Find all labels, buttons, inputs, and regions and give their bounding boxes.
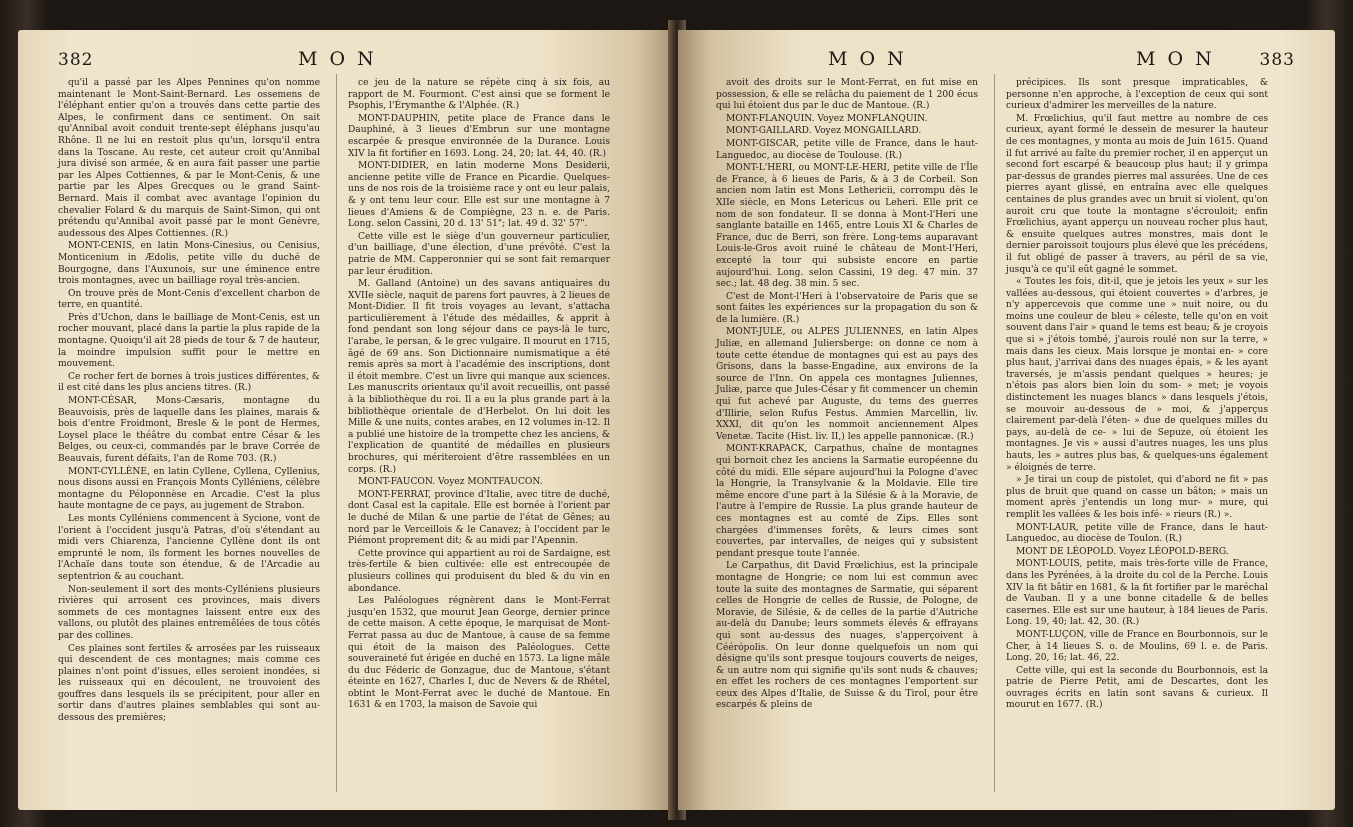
entry-mont-laur: MONT-LAUR, petite ville de France, dans le haut-Languedoc, au diocèse de Toulon. (R.) (1006, 522, 1268, 545)
quotation: « Toutes les fois, dit-il, que je jetois les yeux » sur les vallées au-dessous, qui étoient couvertes » d'arbres, je n'y appercevois que comme une » nuit noire, ou du moins une couleur de bleu » céleste, telle qu'on en voit souvent dans l'air » quand le tems est beau; & je croyois que si » j'étois tombé, j'aurois roulé non sur la terre, » mais dans les cieux. Mais lorsque je montai en- » core plus haut, j'arrivai dans des nuages épais, » & les ayant traversés, je m'assis pendant quelques » heures; je n'étois pas alors bien loin du som- » met; je voyois distinctement les nuages blancs » dans lesquels j'étois, se mouvoir au-dessous de » moi, & j'apperçus clairement par-delà l'éten- » due de quelques milles du pays, au-delà de ce- » lui de Sepuze, où étoient les montagnes. Je vis » aussi d'autres nuages, les uns plus hauts, les » autres plus bas, & quelques-uns également » éloignés de terre. (1006, 277, 1268, 473)
right-head-word-1: M O N (828, 48, 907, 70)
paragraph: C'est de Mont-l'Heri à l'observatoire de Paris que se sont faites les expériences sur la propagation du son & de la lumière. (R.) (716, 291, 978, 325)
right-column-1 (716, 78, 978, 713)
right-running-head (718, 48, 1295, 74)
entry-mont-lheri: MONT-L'HERI, ou MONT-LE-HERI, petite ville de l'Île de France, à 6 lieues de Paris, & à 3 de Corbeil. Son ancien nom latin est Mons Lethericii, corrompu dès le XIIe siècle, en Mons Letericus ou Leheri. Elle prit ce nom de son fondateur. Il se donna à Mont-l'Heri une sanglante bataille en 1465, entre Louis XI & Charles de France, duc de Berri, son frère. Long-tems auparavant Louis-le-Gros avoit ruiné le château de Mont-l'Heri, excepté la tour qui subsiste encore en partie aujourd'hui. Long. selon Cassini, 19 deg. 47 min. 37 sec.; lat. 48 deg. 38 min. 5 sec. (716, 163, 978, 290)
entry-mont-flanquin: MONT-FLANQUIN. Voyez MONFLANQUIN. (726, 113, 928, 124)
entry-mont-didier: MONT-DIDIER, en latin moderne Mons Desiderii, ancienne petite ville de France en Picardie. Quelques-uns de nos rois de la troisième race y ont eu leur palais, & y ont tenu leur cour. Elle est sur une montagne à 7 lieues d'Amiens & de Compiègne, 23 n. e. de Paris. Long. selon Cassini, 20 d. 13' 51"; lat. 49 d. 32' 57". (348, 161, 610, 230)
entry-mont-de-leopold: MONT DE LÉOPOLD. Voyez LÉOPOLD-BERG. (1016, 546, 1229, 557)
left-page (18, 30, 675, 810)
paragraph: Près d'Uchon, dans le bailliage de Mont-Cenis, est un rocher mouvant, placé dans la partie la plus rapide de la montagne. Quoiqu'il ait 28 pieds de tour & 7 de hauteur, la moindre impulsion suffit pour le mettre en mouvement. (58, 312, 320, 370)
paragraph: Le Carpathus, dit David Frœlichius, est la principale montagne de Hongrie; ce nom lui est commun avec toute la suite des montagnes de Sarmatie, qui séparent celles de Hongrie de celles de Russie, de Pologne, de Moravie, de Silésie, & de celles de la partie d'Autriche au-delà du Danube; leurs sommets élevés & effrayans qui sont au-dessus des nuages, s'apperçoivent à Céérópolis. On leur donne quelquefois un nom qui désigne qu'ils sont presque toujours couverts de neiges, & un autre nom qui signifie qu'ils sont nuds & chauves; en effet les rochers de ces montagnes l'emportent sur ceux des Alpes d'Italie, de Suisse & du Tirol, pour être escarpés & pleins de (716, 561, 978, 711)
paragraph: précipices. Ils sont presque impraticables, & personne n'en approche, à l'exception de ceux qui sont curieux d'admirer les merveilles de la nature. (1006, 78, 1268, 112)
paragraph: Les Paléologues régnèrent dans le Mont-Ferrat jusqu'en 1532, que mourut Jean George, dernier prince de cette maison. A cette époque, le marquisat de Mont-Ferrat passa au duc de Mantoue, à cause de sa femme qui étoit de la maison des Paléologues. Cette souveraineté fut érigée en duché en 1573. La ligne mâle du duc Féderic de Gonzague, duc de Mantoue, s'étant éteinte en 1627, Charles I, duc de Nevers & de Rhétel, obtint le Mont-Ferrat avec le duché de Mantoue. En 1631 & en 1703, la maison de Savoie qui (348, 596, 610, 711)
left-column-1 (58, 78, 320, 726)
entry-mont-lucon: MONT-LUÇON, ville de France en Bourbonnois, sur le Cher, à 14 lieues S. o. de Moulins, 69 l. e. de Paris. Long. 20, 16; lat. 46, 22. (1006, 629, 1268, 664)
entry-mont-cenis: MONT-CENIS, en latin Mons-Cinesius, ou Cenisius, Monticenium in Ædolis, petite ville du duché de Bourgogne, dans l'Auxunois, sur une éminence entre trois montagnes, avec un bailliage royal très-ancien. (58, 241, 320, 287)
quotation: » Je tirai un coup de pistolet, qui d'abord ne fit » pas plus de bruit que quand on casse un bâton; » mais un moment après j'entendis un long mur- » mure, qui remplit les vallées & les bois infé- » rieurs (R.) ». (1006, 475, 1268, 520)
paragraph: Ce rocher fert de bornes à trois justices différentes, & il est cité dans les plus anciens titres. (R.) (58, 371, 320, 394)
entry-mont-krapack: MONT-KRAPACK, Carpathus, chaîne de montagnes qui bornoit chez les anciens la Sarmatie européenne du côté du midi. Elle sépare aujourd'hui la Pologne d'avec la Hongrie, la Transylvanie & la Moldavie. Elle tire même encore d'une part à la Silésie & à la Moravie, de l'autre à l'empire de Russie. La plus grande hauteur de ces montagnes est au comté de Zips. Elles sont chargées d'immenses forêts, & leurs cimes sont couvertes, par intervalles, de neiges qui y subsistent pendant presque toute l'année. (716, 444, 978, 559)
entry-mont-faucon: MONT-FAUCON. Voyez MONTFAUCON. (358, 477, 543, 488)
paragraph: M. Frœlichius, qu'il faut mettre au nombre de ces curieux, ayant formé le dessein de mesurer la hauteur de ces montagnes, y monta au mois de Juin 1615. Quand il fut arrivé au faîte du premier rocher, il en apperçut un second fort escarpé & beaucoup plus haut; il y grimpa par-dessus de grandes pierres mal assurées. Une de ces pierres ayant glissé, en entraîna avec elle quelques centaines de plus grandes avec un bruit si violent, qu'on auroit cru que toute la montagne s'écrouloit; enfin Frœlichius, ayant apperçu un nouveau rocher plus haut, & ensuite quelques autres monstres, mais dont le dernier paroissoit toujours plus élevé que les précédens, il fut obligé de passer à travers, au péril de sa vie, jusqu'à ce qu'il eût gagné le sommet. (1006, 113, 1268, 275)
entry-mont-cesar: MONT-CÉSAR, Mons-Cæsaris, montagne du Beauvoisis, près de laquelle dans les plaines, marais & bois d'entre Froidmont, Bresle & le pont de Hermes, Loysel place le théâtre du combat entre César & les Belges, ou ceux-ci, commandés par le brave Corrée de Beauvais, furent défaits, l'an de Rome 703. (R.) (58, 396, 320, 464)
right-head-word-2: M O N (1136, 48, 1215, 70)
page-number-left: 382 (58, 50, 94, 70)
paragraph: Cette ville, qui est la seconde du Bourbonnois, est la patrie de Pierre Petit, ami de Descartes, dont les ouvrages écrits en latin sont savans & curieux. Il mourut en 1677. (R.) (1006, 665, 1268, 711)
entry-mont-cyllene: MONT-CYLLÈNE, en latin Cyllene, Cyllena, Cyllenius, nous disons aussi en François Monts Cylléniens, célèbre montagne du Péloponnèse en Arcadie. C'est la plus haute montagne de ce pays, au jugement de Strabon. (58, 466, 320, 512)
paragraph: Cette ville est le siège d'un gouverneur particulier, d'un bailliage, d'une élection, d'une prévôté. C'est la patrie de MM. Capperonnier qui se sont fait remarquer par leur érudition. (348, 231, 610, 277)
right-page (678, 30, 1335, 810)
paragraph: Ces plaines sont fertiles & arrosées par les ruisseaux qui descendent de ces montagnes; mais comme ces plaines n'ont point d'issues, elles seroient inondées, si les ruisseaux qui en découlent, ne trouvoient des gouffres dans lesquels ils se précipitent, pour aller en sortir dans d'autres plaines semblables qui sont au-dessous des premières; (58, 643, 320, 724)
paragraph: Les monts Cylléniens commencent à Sycione, vont de l'orient à l'occident jusqu'à Patras, d'où s'étendant au midi vers Chiarenza, l'ancienne Cyllène dont ils ont emprunté le nom, ils forment les bornes nouvelles de l'Achaïe dans toute son étendue, & de l'Arcadie au septentrion & au couchant. (58, 513, 320, 582)
left-column-2 (348, 78, 610, 713)
entry-mont-dauphin: MONT-DAUPHIN, petite place de France dans le Dauphiné, à 3 lieues d'Embrun sur une montagne escarpée & presque environnée de la Durance. Louis XIV la fit fortifier en 1693. Long. 24, 20; lat. 44, 40. (R.) (348, 113, 610, 159)
entry-mont-giscar: MONT-GISCAR, petite ville de France, dans le haut-Languedoc, au diocèse de Toulouse. (R.) (716, 138, 978, 161)
column-rule (994, 74, 995, 792)
entry-mont-louis: MONT-LOUIS, petite, mais très-forte ville de France, dans les Pyrénées, à la droite du col de la Perche. Louis XIV la fit bâtir en 1681, & la fit fortifier par le maréchal de Vauban. Il y a une bonne citadelle & de belles casernes. Elle est sur une hauteur, à 184 lieues de Paris. Long. 19, 40; lat. 42, 30. (R.) (1006, 559, 1268, 628)
paragraph: On trouve près de Mont-Cenis d'excellent charbon de terre, en quantité. (58, 288, 320, 311)
entry-mont-ferrat: MONT-FERRAT, province d'Italie, avec titre de duché, dont Casal est la capitale. Elle est bornée à l'orient par le duché de Milan & une partie de l'état de Gênes; au nord par le Verceillois & le Canavez; à l'occident par le Piémont proprement dit; & au midi par l'Apennin. (348, 489, 610, 547)
left-running-head (58, 48, 635, 74)
right-column-2 (1006, 78, 1268, 713)
page-number-right: 383 (1259, 50, 1295, 70)
paragraph: ce jeu de la nature se répète cinq à six fois, au rapport de M. Fourmont. C'est ainsi que se forment le Psophis, l'Érymanthe & l'Alphée. (R.) (348, 78, 610, 112)
entry-mont-gaillard: MONT-GAILLARD. Voyez MONGAILLARD. (726, 126, 922, 137)
paragraph: Non-seulement il sort des monts-Cylléniens plusieurs rivières qui arrosent ces provinces, mais divers sommets de ces montagnes laissent entre eux des vallons, ou plutôt des plaines entremêlées de tous côtés par des collines. (58, 584, 320, 641)
column-rule (336, 74, 337, 792)
left-head-word: M O N (298, 48, 377, 70)
paragraph: Cette province qui appartient au roi de Sardaigne, est très-fertile & bien cultivée: elle est entrecoupée de plusieurs collines qui produisent du bled & du vin en abondance. (348, 548, 610, 594)
paragraph: avoit des droits sur le Mont-Ferrat, en fut mise en possession, & elle se relâcha du paiement de 1 200 écus qui lui étoient dus par le duc de Mantoue. (R.) (716, 78, 978, 112)
paragraph: M. Galland (Antoine) un des savans antiquaires du XVIIe siècle, naquit de parens fort pauvres, à 2 lieues de Mont-Didier. Il fit trois voyages au levant, s'attacha particulièrement à l'étude des médailles, & apprit à fond pendant son long séjour dans ce pays-là le turc, l'arabe, le persan, & le grec vulgaire. Il mourut en 1715, âgé de 69 ans. Son Dictionnaire numismatique a été remis après sa mort à l'académie des inscriptions, dont il étoit membre. C'est un livre qui manque aux sciences. Les manuscrits orientaux qu'il avoit recueillis, ont passé à la bibliothèque du roi. Il a eu la plus grande part à la bibliothèque orientale de d'Herbelot. On lui doit les Mille & une nuits, contes arabes, en 12 volumes in-12. Il a publié une histoire de la trompette chez les anciens, & l'explication de quantité de médailles en plusieurs brochures, qui mériteroient d'être rassemblées en un corps. (R.) (348, 279, 610, 475)
entry-mont-jule: MONT-JULE, ou ALPES JULIENNES, en latin Alpes Juliæ, en allemand Juliersberge: on donne ce nom à toute cette étendue de montagnes qui est au pays des Grisons, dans la basse-Engadine, aux environs de la source de l'Inn. On appela ces montagnes Juliennes, Juliæ, parce que Jules-César y fit commencer un chemin qui fut achevé par Auguste, du tems des guerres d'Illirie, selon Rufus Festus. Ammien Marcellin, liv. XXXI, dit qu'on les nommoit anciennement Alpes Venetæ. Tacite (Hist. liv. II,) les appelle pannonicæ. (R.) (716, 327, 978, 442)
paragraph: qu'il a passé par les Alpes Pennines qu'on nomme maintenant le Mont-Saint-Bernard. Les ossemens de l'éléphant entier qu'on a trouvés dans cette partie des Alpes, le confirment dans ce sentiment. On sait qu'Annibal avoit conduit trente-sept éléphans jusqu'au Rhône. Il ne lui en restoit plus qu'un, lorsqu'il entra dans la Toscane. Au reste, cet auteur croit qu'Annibal jura divisé son armée, & en aura fait passer une partie par les Alpes Cottiennes, & par le Mont-Cenis, & une partie par les Alpes Grecques ou le grand Saint-Bernard. Mais il combat avec avantage l'opinion du chevalier Folard & du marquis de Saint-Simon, qui ont prétendu qu'Annibal avoit passé par le mont Genèvre, audessous des Alpes Cottiennes. (R.) (58, 78, 320, 239)
